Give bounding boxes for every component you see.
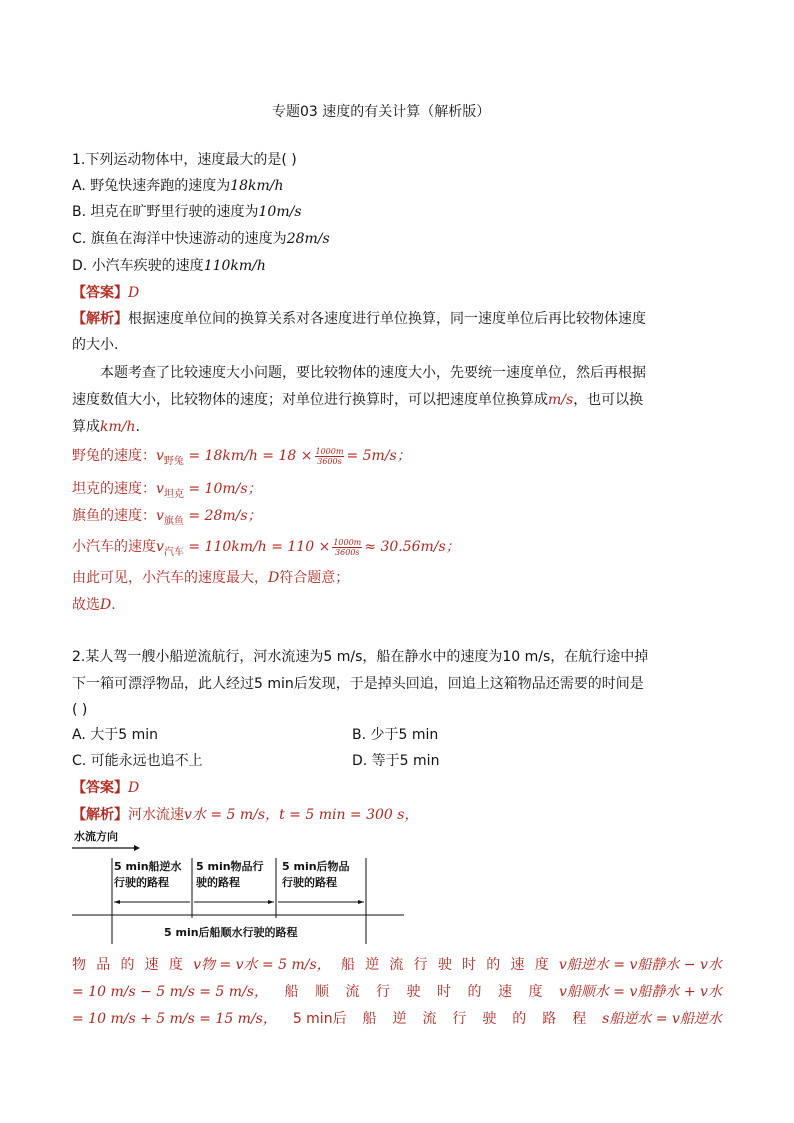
text-char: 流	[389, 957, 404, 973]
text-char: 驶	[482, 1011, 497, 1027]
text-char: 驶	[406, 984, 421, 1000]
text-char: 流	[345, 984, 360, 1000]
river-diagram	[72, 826, 412, 946]
q1-car-speed	[72, 537, 460, 563]
bottom-label: 5 min后船顺水行驶的路程	[164, 926, 298, 939]
answer-tag: 【答案】	[72, 780, 128, 796]
answer-tag: 【答案】	[72, 285, 128, 301]
equation: = 10 m/s + 5 m/s = 15 m/s，	[72, 1011, 277, 1027]
speed-label: 坦克的速度：	[72, 481, 156, 497]
conclusion-text: 符合题意；	[279, 570, 350, 586]
option-label: C. 旗鱼在海洋中快速游动的速度为	[72, 231, 287, 247]
analysis-equation: v水 = 5 m/s，t = 5 min = 300 s，	[184, 807, 419, 823]
text-char: 行	[413, 957, 428, 973]
answer-value: D	[128, 285, 140, 301]
text-char: 度	[534, 957, 549, 973]
equation: v船顺水 = v船静水 + v水	[558, 984, 722, 1000]
conclusion-text: 由此可见，小汽车的速度最大，	[72, 570, 268, 586]
equation-result: ≈ 30.56m/s；	[364, 539, 460, 555]
q1-rabbit-speed	[72, 446, 411, 472]
analysis-text: 河水流速	[128, 807, 184, 823]
option-value: 28m/s	[286, 231, 330, 247]
text-char: 品	[96, 957, 111, 973]
equation: = 28m/s；	[183, 508, 262, 524]
fraction-numerator: 1000m	[315, 446, 344, 456]
text-char: 顺	[314, 984, 329, 1000]
q1-option-d	[72, 256, 266, 276]
speed-label: 旗鱼的速度：	[72, 508, 156, 524]
segment1-label-line1: 5 min船逆水	[114, 860, 182, 873]
text-char: 船	[284, 984, 299, 1000]
text-char: 的	[120, 957, 135, 973]
text-char: 5 min后	[292, 1011, 347, 1027]
equation-result: = 5m/s；	[346, 448, 411, 464]
text-char: 逆	[392, 1011, 407, 1027]
q2-option-a: A. 大于5 min	[72, 727, 158, 743]
fraction	[315, 447, 345, 466]
text-char: 行	[452, 1011, 467, 1027]
unit-text: km/h	[100, 419, 136, 435]
var-v: v	[156, 481, 164, 497]
fraction-denominator: 3600s	[335, 547, 360, 557]
text-char: 速	[497, 984, 512, 1000]
var-v: v	[156, 508, 164, 524]
text-char: 路	[542, 1011, 557, 1027]
q2-stem-line2: 下一箱可漂浮物品，此人经过5 min后发现，于是掉头回追，回追上这箱物品还需要的时间是	[72, 676, 644, 692]
segment3-label-line1: 5 min后物品	[282, 860, 350, 873]
speed-label: 小汽车的速度	[72, 539, 156, 555]
q1-option-b	[72, 202, 302, 222]
q2-stem-line1: 2.某人驾一艘小船逆流航行，河水流速为5 m/s，船在静水中的速度为10 m/s，在航行途中掉	[72, 649, 649, 665]
var-v: v	[156, 448, 164, 464]
text-char: 时	[436, 984, 451, 1000]
speed-label: 野兔的速度：	[72, 448, 156, 464]
var-sub: 野兔	[163, 455, 184, 467]
q1-option-c	[72, 229, 330, 249]
q1-choice	[72, 595, 116, 615]
q2-derivation-line1	[72, 955, 722, 975]
choice-letter: D	[100, 597, 112, 613]
text-char: 驶	[437, 957, 452, 973]
q2-analysis	[72, 805, 418, 825]
equation: = 10m/s；	[183, 481, 262, 497]
text-char: 船	[362, 1011, 377, 1027]
fraction	[332, 538, 362, 557]
segment1-label-line2: 行驶的路程	[114, 876, 169, 889]
choice-text: 故选	[72, 597, 100, 613]
q2-answer	[72, 778, 139, 798]
q1-conclusion	[72, 568, 349, 588]
paragraph-text: ，也可以换	[573, 392, 644, 408]
q1-option-a	[72, 176, 284, 196]
fraction-numerator: 1000m	[333, 537, 362, 547]
text-char: 船	[340, 957, 355, 973]
q1-paragraph-line2	[72, 390, 643, 410]
fraction-denominator: 3600s	[317, 456, 342, 466]
text-char: 度	[168, 957, 183, 973]
seg2-arrow-head	[268, 900, 274, 904]
text-char: 物	[72, 957, 86, 973]
equation: = 10 m/s − 5 m/s = 5 m/s，	[72, 984, 268, 1000]
text-char: 时	[462, 957, 477, 973]
var-v: v	[156, 539, 164, 555]
choice-text: .	[111, 597, 116, 613]
q1-paragraph-line3	[72, 417, 140, 437]
q1-stem: 1.下列运动物体中，速度最大的是( )	[72, 152, 297, 168]
answer-value: D	[128, 780, 140, 796]
option-label: B. 坦克在旷野里行驶的速度为	[72, 204, 259, 220]
q2-option-d: D. 等于5 min	[352, 753, 440, 769]
option-value: 110km/h	[203, 258, 266, 274]
flow-arrow-head	[134, 845, 140, 851]
text-char: 的	[512, 1011, 527, 1027]
option-value: 18km/h	[230, 178, 284, 194]
equation: = 110km/h = 110 ×	[183, 539, 331, 555]
q1-analysis-line2: 的大小.	[72, 337, 119, 353]
paragraph-text: 速度数值大小，比较物体的速度；对单位进行换算时，可以把速度单位换算成	[72, 392, 548, 408]
option-label: A. 野兔快速奔跑的速度为	[72, 178, 231, 194]
segment2-label-line1: 5 min物品行	[196, 860, 264, 873]
paragraph-text: 算成	[72, 419, 100, 435]
text-char: 度	[528, 984, 543, 1000]
text-char: 速	[144, 957, 159, 973]
q2-option-b: B. 少于5 min	[352, 727, 439, 743]
q2-option-c: C. 可能永远也追不上	[72, 753, 203, 769]
paragraph-text: .	[135, 419, 140, 435]
q1-fish-speed	[72, 506, 262, 532]
analysis-tag: 【解析】	[72, 311, 128, 327]
q2-stem-line3: ( )	[72, 702, 88, 718]
analysis-text: 根据速度单位间的换算关系对各速度进行单位换算，同一速度单位后再比较物体速度	[128, 311, 646, 327]
option-value: 10m/s	[258, 204, 302, 220]
segment3-label-line2: 行驶的路程	[282, 876, 337, 889]
q2-derivation-line2	[72, 982, 722, 1002]
option-label: D. 小汽车疾驶的速度	[72, 258, 204, 274]
text-char: 的	[467, 984, 482, 1000]
analysis-tag: 【解析】	[72, 807, 128, 823]
choice-letter: D	[268, 570, 280, 586]
equation: v物 = v水 = 5 m/s，	[193, 957, 331, 973]
text-char: 逆	[365, 957, 380, 973]
q1-tank-speed	[72, 479, 262, 505]
equation: s船逆水 = v船逆水	[602, 1011, 722, 1027]
text-char: 流	[422, 1011, 437, 1027]
page-title: 专题03 速度的有关计算（解析版）	[272, 104, 491, 120]
equation: v船逆水 = v船静水 − v水	[558, 957, 722, 973]
flow-direction-label: 水流方向	[74, 830, 118, 843]
equation: = 18km/h = 18 ×	[183, 448, 313, 464]
q1-paragraph-line1: 本题考查了比较速度大小问题，要比较物体的速度大小，先要统一速度单位，然后再根据	[100, 365, 646, 381]
q1-analysis-line1	[72, 309, 646, 329]
text-char: 程	[572, 1011, 587, 1027]
unit-text: m/s	[548, 392, 574, 408]
var-sub: 坦克	[163, 488, 184, 500]
var-sub: 汽车	[163, 546, 184, 558]
segment2-label-line2: 驶的路程	[196, 876, 240, 889]
text-char: 速	[510, 957, 525, 973]
q2-derivation-line3	[72, 1009, 722, 1029]
seg3-arrow-head	[358, 900, 364, 904]
text-char: 行	[375, 984, 390, 1000]
seg1-arrow-head	[114, 900, 120, 904]
text-char: 的	[486, 957, 501, 973]
q1-answer	[72, 283, 139, 303]
var-sub: 旗鱼	[163, 515, 184, 527]
